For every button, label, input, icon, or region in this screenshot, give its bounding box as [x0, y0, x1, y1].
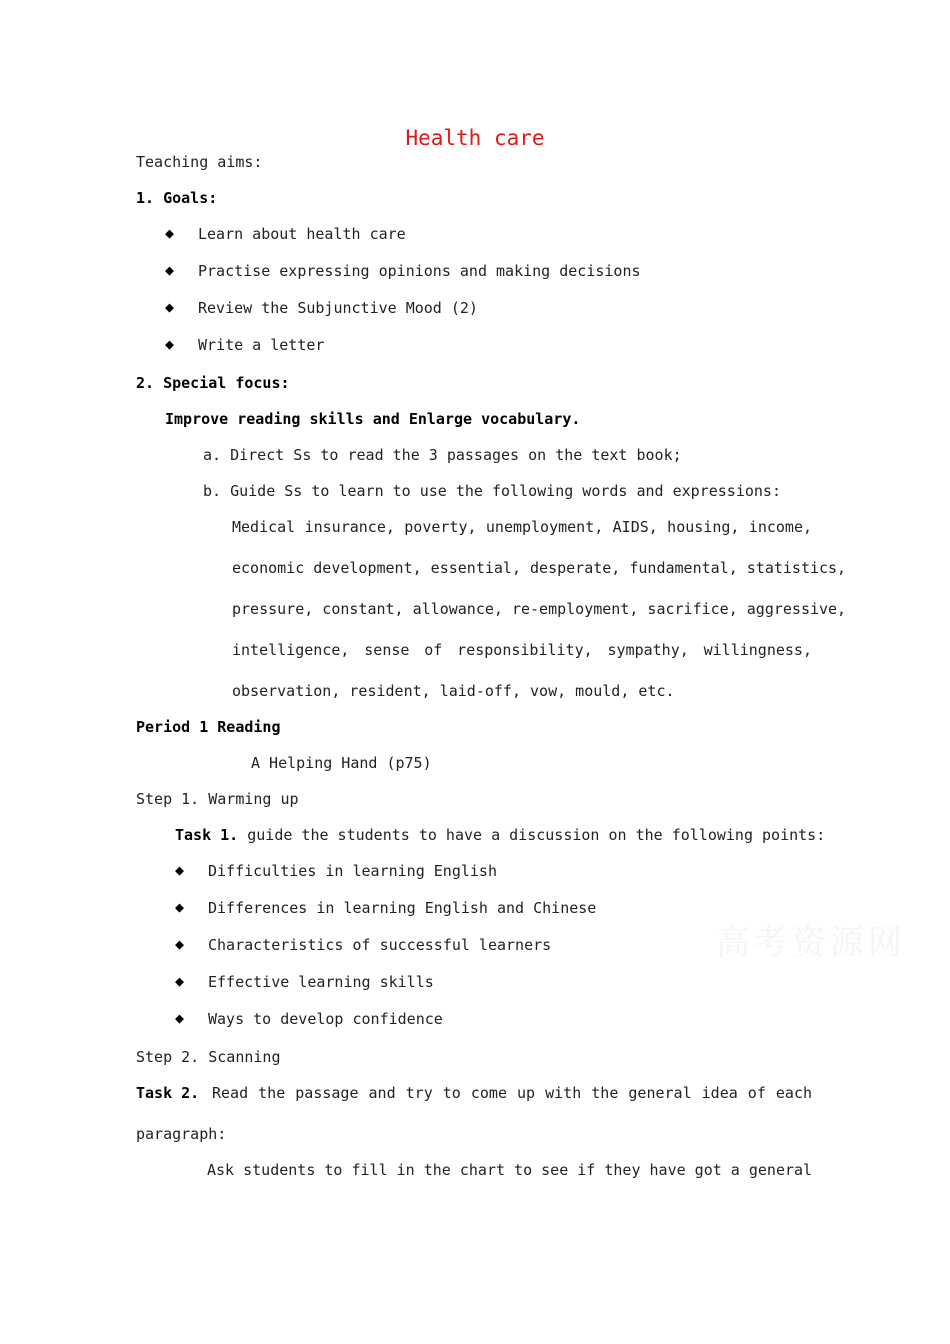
diamond-bullet-icon: ◆	[175, 861, 185, 879]
goal-item: Review the Subjunctive Mood (2)	[198, 299, 478, 317]
task2-text: Read the passage and try to come up with the general idea of each	[212, 1084, 812, 1102]
goal-item: Practise expressing opinions and making decisions	[198, 262, 641, 280]
focus-item-a: a. Direct Ss to read the 3 passages on the text book;	[203, 446, 682, 464]
goal-item: Write a letter	[198, 336, 325, 354]
watermark: 高考资源网	[716, 923, 906, 963]
diamond-bullet-icon: ◆	[165, 335, 175, 353]
teaching-aims-label: Teaching aims:	[136, 153, 263, 171]
vocab-line: pressure, constant, allowance, re-employment, sacrifice, aggressive,	[232, 600, 847, 618]
passage-title: A Helping Hand (p75)	[251, 754, 432, 772]
goal-item: Learn about health care	[198, 225, 406, 243]
discussion-point: Characteristics of successful learners	[208, 936, 552, 954]
document-title: Health care	[405, 126, 545, 150]
ask-students-line: Ask students to fill in the chart to see if they have got a general	[207, 1161, 813, 1179]
diamond-bullet-icon: ◆	[175, 898, 185, 916]
discussion-point: Effective learning skills	[208, 973, 434, 991]
focus-item-b: b. Guide Ss to learn to use the following words and expressions:	[203, 482, 781, 500]
task2-text-cont: paragraph:	[136, 1125, 227, 1143]
diamond-bullet-icon: ◆	[175, 935, 185, 953]
period-heading: Period 1 Reading	[136, 718, 281, 736]
diamond-bullet-icon: ◆	[175, 1009, 185, 1027]
diamond-bullet-icon: ◆	[175, 972, 185, 990]
diamond-bullet-icon: ◆	[165, 298, 175, 316]
discussion-point: Difficulties in learning English	[208, 862, 497, 880]
diamond-bullet-icon: ◆	[165, 224, 175, 242]
task1-label: Task 1.	[175, 826, 239, 844]
vocab-line: economic development, essential, desperate, fundamental, statistics,	[232, 559, 847, 577]
goals-heading: 1. Goals:	[136, 189, 218, 207]
vocab-line: intelligence, sense of responsibility, sympathy, willingness,	[232, 641, 812, 659]
task2-label: Task 2.	[136, 1084, 200, 1102]
task1-line	[175, 826, 825, 844]
step2-heading: Step 2. Scanning	[136, 1048, 281, 1066]
step1-heading: Step 1. Warming up	[136, 790, 299, 808]
special-focus-subheading: Improve reading skills and Enlarge vocabulary.	[165, 410, 581, 428]
diamond-bullet-icon: ◆	[165, 261, 175, 279]
special-focus-heading: 2. Special focus:	[136, 374, 290, 392]
task1-text: guide the students to have a discussion on the following points:	[238, 826, 826, 844]
vocab-line: Medical insurance, poverty, unemployment, AIDS, housing, income,	[232, 518, 812, 536]
discussion-point: Ways to develop confidence	[208, 1010, 443, 1028]
vocab-line: observation, resident, laid-off, vow, mould, etc.	[232, 682, 675, 700]
discussion-point: Differences in learning English and Chinese	[208, 899, 597, 917]
